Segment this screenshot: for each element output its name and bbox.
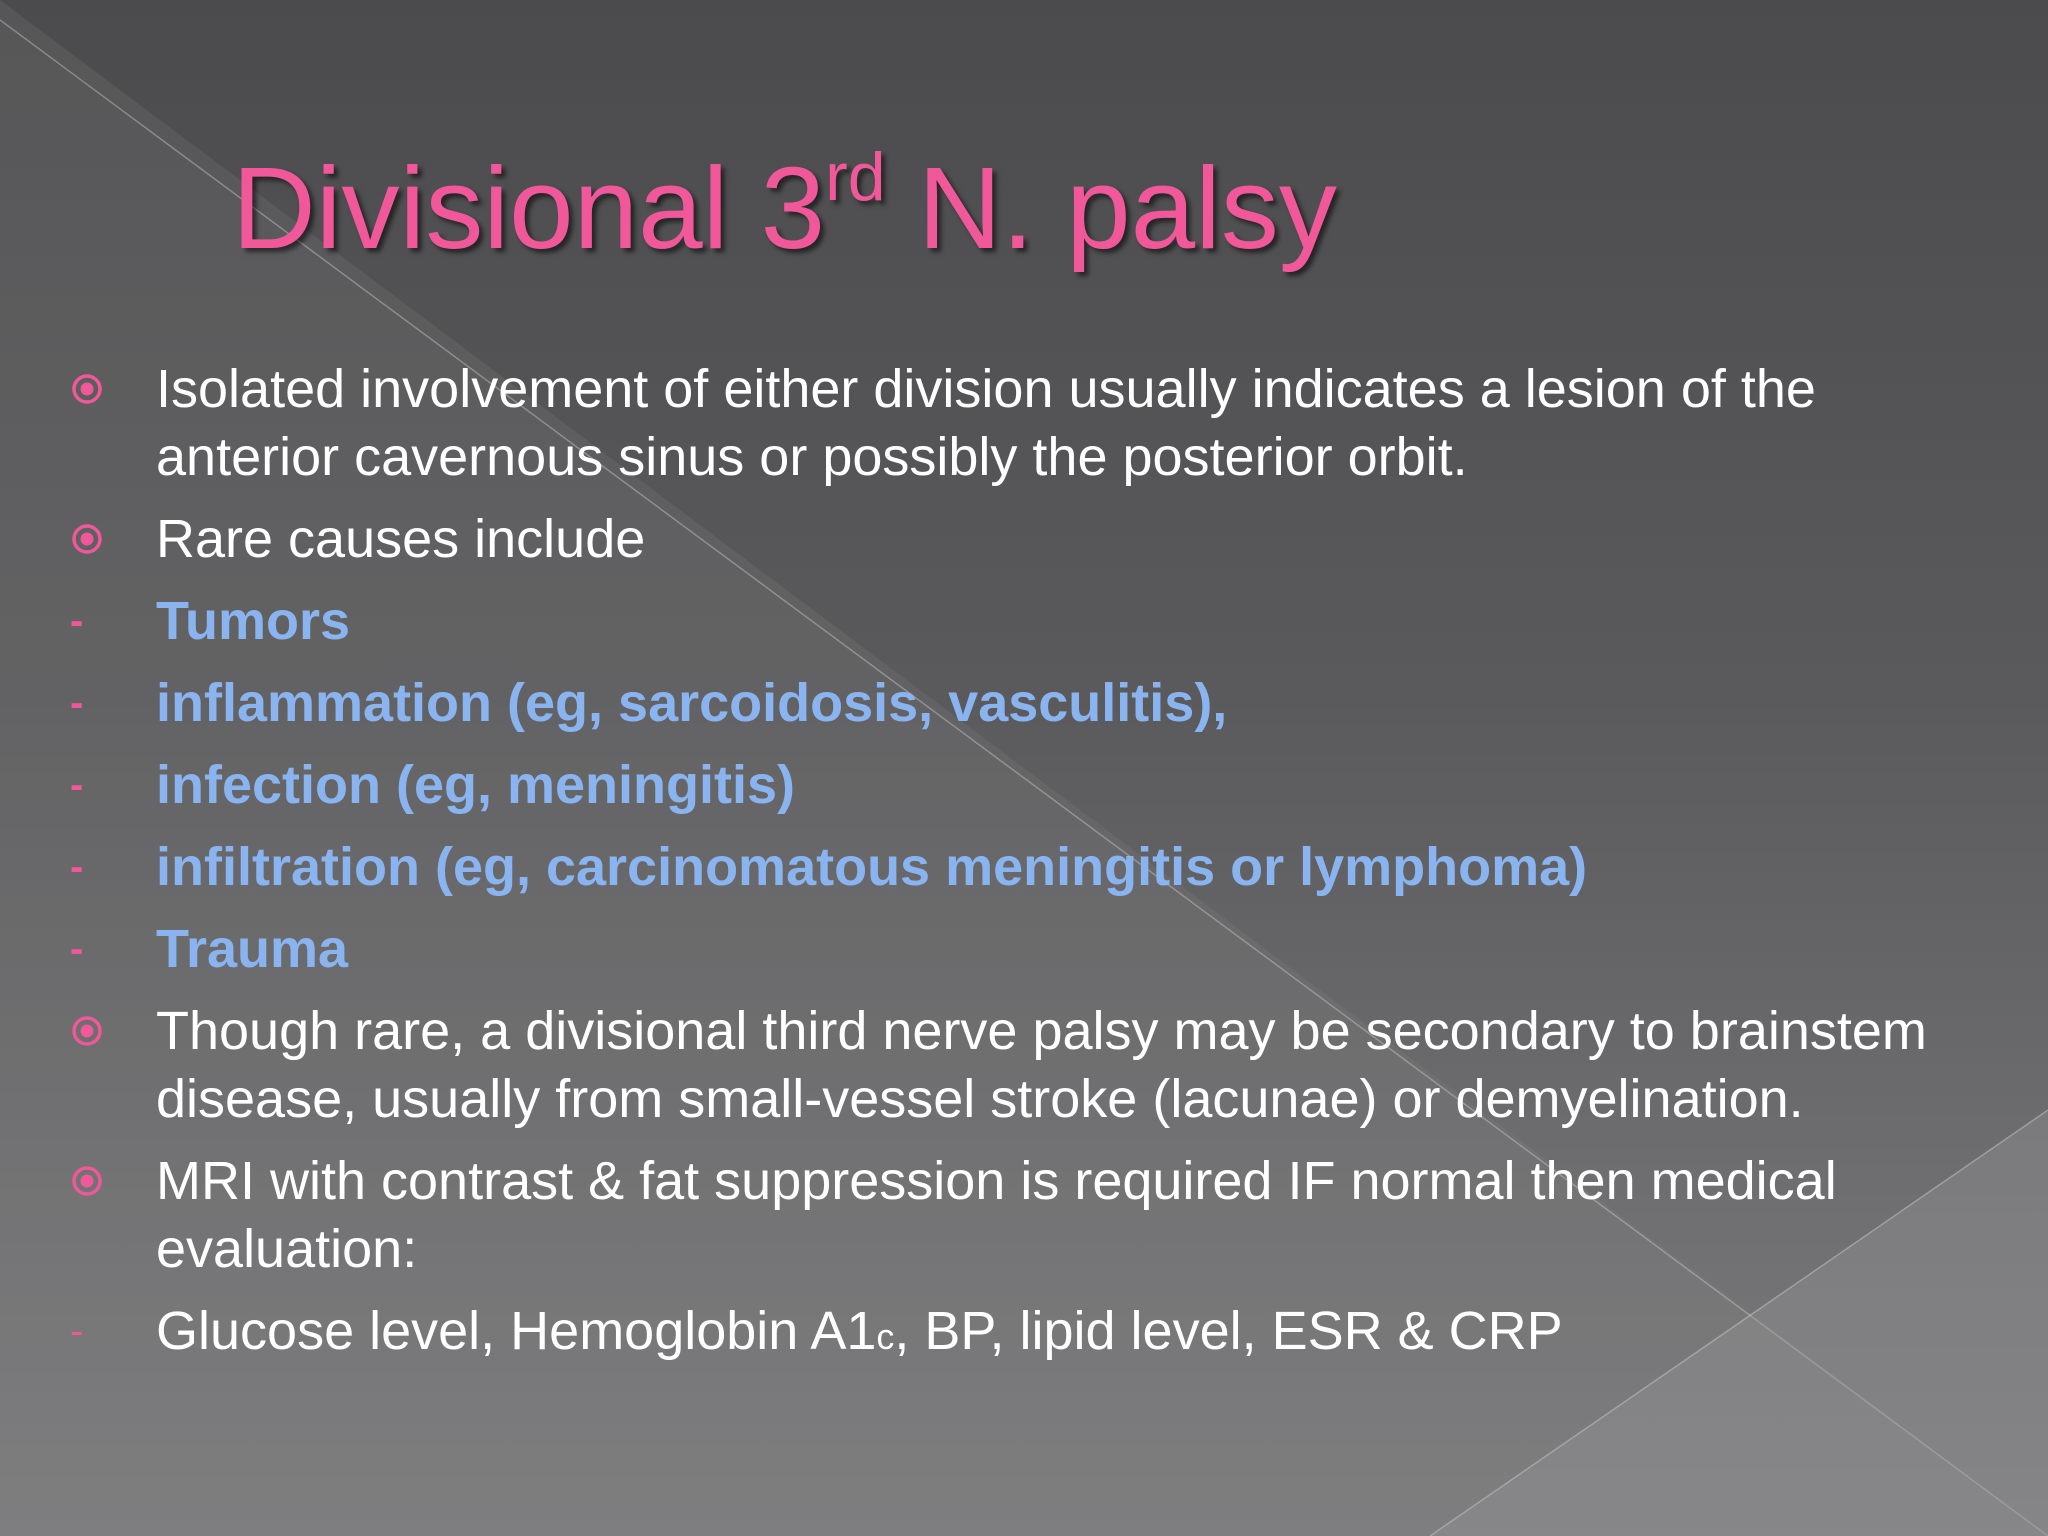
- labs-text-end: , BP, lipid level, ESR & CRP: [894, 1301, 1563, 1361]
- sub-list-item: [0, 833, 1968, 901]
- dash-marker: [70, 669, 110, 737]
- dash-marker: [70, 1297, 110, 1365]
- bullet-list-item: [0, 355, 1968, 491]
- item-text: infection (eg, meningitis): [156, 755, 796, 815]
- sub-list-item: [0, 915, 1968, 983]
- slide-content: [0, 355, 2048, 1385]
- dash-symbol: -: [70, 681, 84, 725]
- title-rest: N. palsy: [885, 143, 1337, 273]
- circled-dot-icon: [70, 997, 110, 1065]
- sub-list-item: [0, 751, 1968, 819]
- dash-symbol: -: [70, 927, 84, 971]
- item-text: Rare causes include: [156, 509, 646, 569]
- bullet-list-item: [0, 997, 1968, 1133]
- slide-title: [232, 139, 1337, 273]
- item-text: Isolated involvement of either division usually indicates a lesion of the anterior cavernous sinus or possibly the posterior orbit.: [156, 359, 1816, 487]
- labs-text-start: Glucose level, Hemoglobin A1: [156, 1301, 877, 1361]
- circled-dot-icon: [70, 505, 110, 573]
- circled-dot-icon: [70, 1147, 110, 1215]
- title-main: Divisional 3: [232, 143, 826, 273]
- sub-list-item: [0, 587, 1968, 655]
- item-text: MRI with contrast & fat suppression is required IF normal then medical evaluation:: [156, 1151, 1837, 1279]
- title-superscript: rd: [825, 139, 886, 216]
- item-text: Tumors: [156, 591, 351, 651]
- dash-marker: [70, 587, 110, 655]
- dash-symbol: -: [70, 845, 84, 889]
- bullet-list-item: [0, 505, 1968, 573]
- item-text: infiltration (eg, carcinomatous meningitis or lymphoma): [156, 837, 1588, 897]
- dash-marker: [70, 751, 110, 819]
- bullet-list-item: [0, 1147, 1968, 1283]
- dash-symbol: -: [70, 1309, 84, 1353]
- labs-text-subscript: c: [876, 1316, 895, 1357]
- item-text: inflammation (eg, sarcoidosis, vasculitis),: [156, 673, 1228, 733]
- item-text: Though rare, a divisional third nerve palsy may be secondary to brainstem disease, usually from small-vessel stroke (lacunae) or demyelination.: [156, 1001, 1927, 1129]
- dash-symbol: -: [70, 763, 84, 807]
- item-text: Trauma: [156, 919, 349, 979]
- dash-symbol: -: [70, 599, 84, 643]
- dash-marker: [70, 833, 110, 901]
- sub-list-item-labs: [0, 1297, 1968, 1371]
- dash-marker: [70, 915, 110, 983]
- sub-list-item: [0, 669, 1968, 737]
- circled-dot-icon: [70, 355, 110, 423]
